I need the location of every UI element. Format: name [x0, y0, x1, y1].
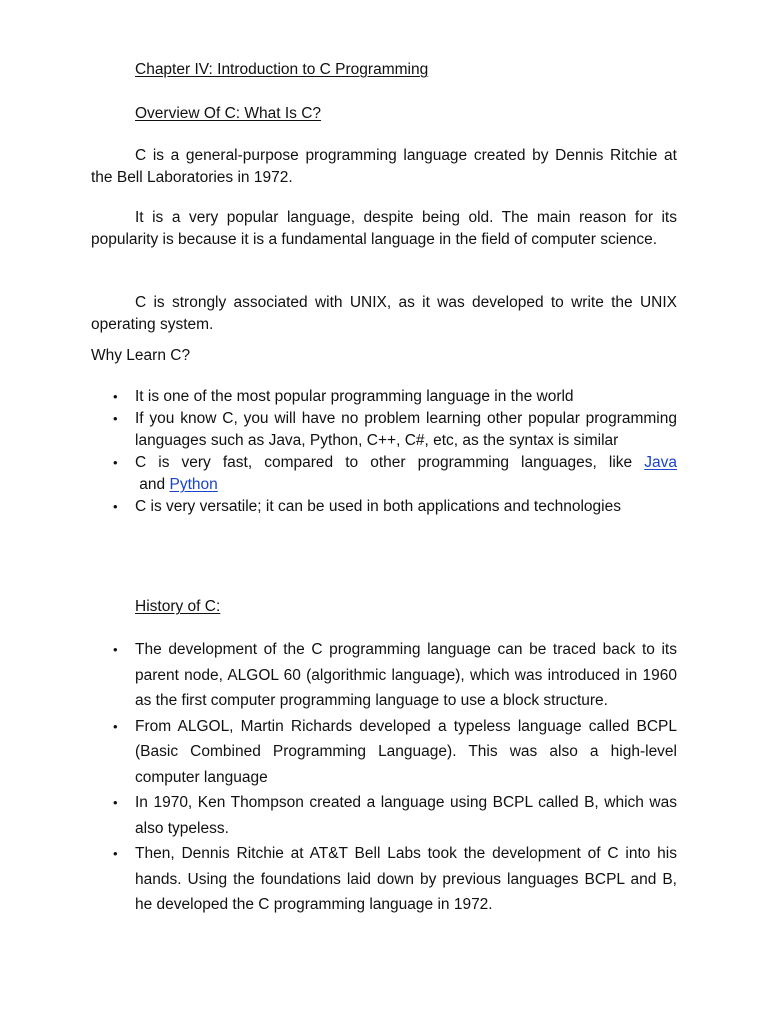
list-item — [91, 714, 677, 791]
why-learn-heading: Why Learn C? — [91, 347, 191, 364]
bullet-icon: • — [113, 846, 118, 861]
list-item-text: From ALGOL, Martin Richards developed a typeless language called BCPL (Basic Combined Programming Language). This was also a high-level computer language — [135, 717, 677, 786]
paragraph-popularity: It is a very popular language, despite being old. The main reason for its popularity is because it is a fundamental language in the field of computer science. — [91, 209, 677, 248]
bullet-icon: • — [113, 795, 118, 810]
overview-heading: Overview Of C: What Is C? — [135, 105, 322, 122]
chapter-title: Chapter IV: Introduction to C Programming — [135, 61, 429, 78]
python-link[interactable]: Python — [169, 476, 218, 493]
why-learn-list — [91, 386, 677, 518]
list-item — [91, 408, 677, 452]
paragraph-unix: C is strongly associated with UNIX, as it was developed to write the UNIX operating system. — [91, 294, 677, 333]
history-heading: History of C: — [135, 598, 221, 615]
history-list — [91, 637, 677, 918]
list-item-text: and — [135, 476, 170, 493]
paragraph-what-is-c: C is a general-purpose programming language created by Dennis Ritchie at the Bell Laboratories in 1972. — [91, 147, 677, 186]
list-item — [91, 841, 677, 918]
list-item-text: C is very fast, compared to other programming languages, like — [135, 454, 645, 471]
bullet-icon: • — [113, 389, 118, 404]
bullet-icon: • — [113, 455, 118, 470]
bullet-icon: • — [113, 718, 118, 734]
list-item — [91, 452, 677, 496]
bullet-icon: • — [113, 642, 118, 657]
list-item-text: The development of the C programming language can be traced back to its parent node, ALGOL 60 (algorithmic language), which was introduced in 1960 as the first computer programming language to use a block structure. — [135, 641, 677, 709]
bullet-icon: • — [113, 499, 118, 514]
list-item-text: In 1970, Ken Thompson created a language using BCPL called B, which was also typeless. — [135, 794, 677, 837]
list-item-text: Then, Dennis Ritchie at AT&T Bell Labs took the development of C into his hands. Using the foundations laid down by previous languages BCPL and B, he developed the C programming language in 1972. — [135, 845, 677, 913]
list-item — [91, 637, 677, 714]
list-item — [91, 386, 677, 408]
java-link[interactable]: Java — [644, 454, 677, 471]
bullet-icon: • — [113, 411, 118, 426]
list-item-text: If you know C, you will have no problem learning other popular programming languages such as Java, Python, C++, C#, etc, as the syntax is similar — [135, 410, 677, 449]
list-item — [91, 790, 677, 841]
list-item-text: C is very versatile; it can be used in both applications and technologies — [135, 498, 621, 515]
list-item-text: It is one of the most popular programming language in the world — [135, 388, 574, 405]
list-item — [91, 496, 677, 518]
